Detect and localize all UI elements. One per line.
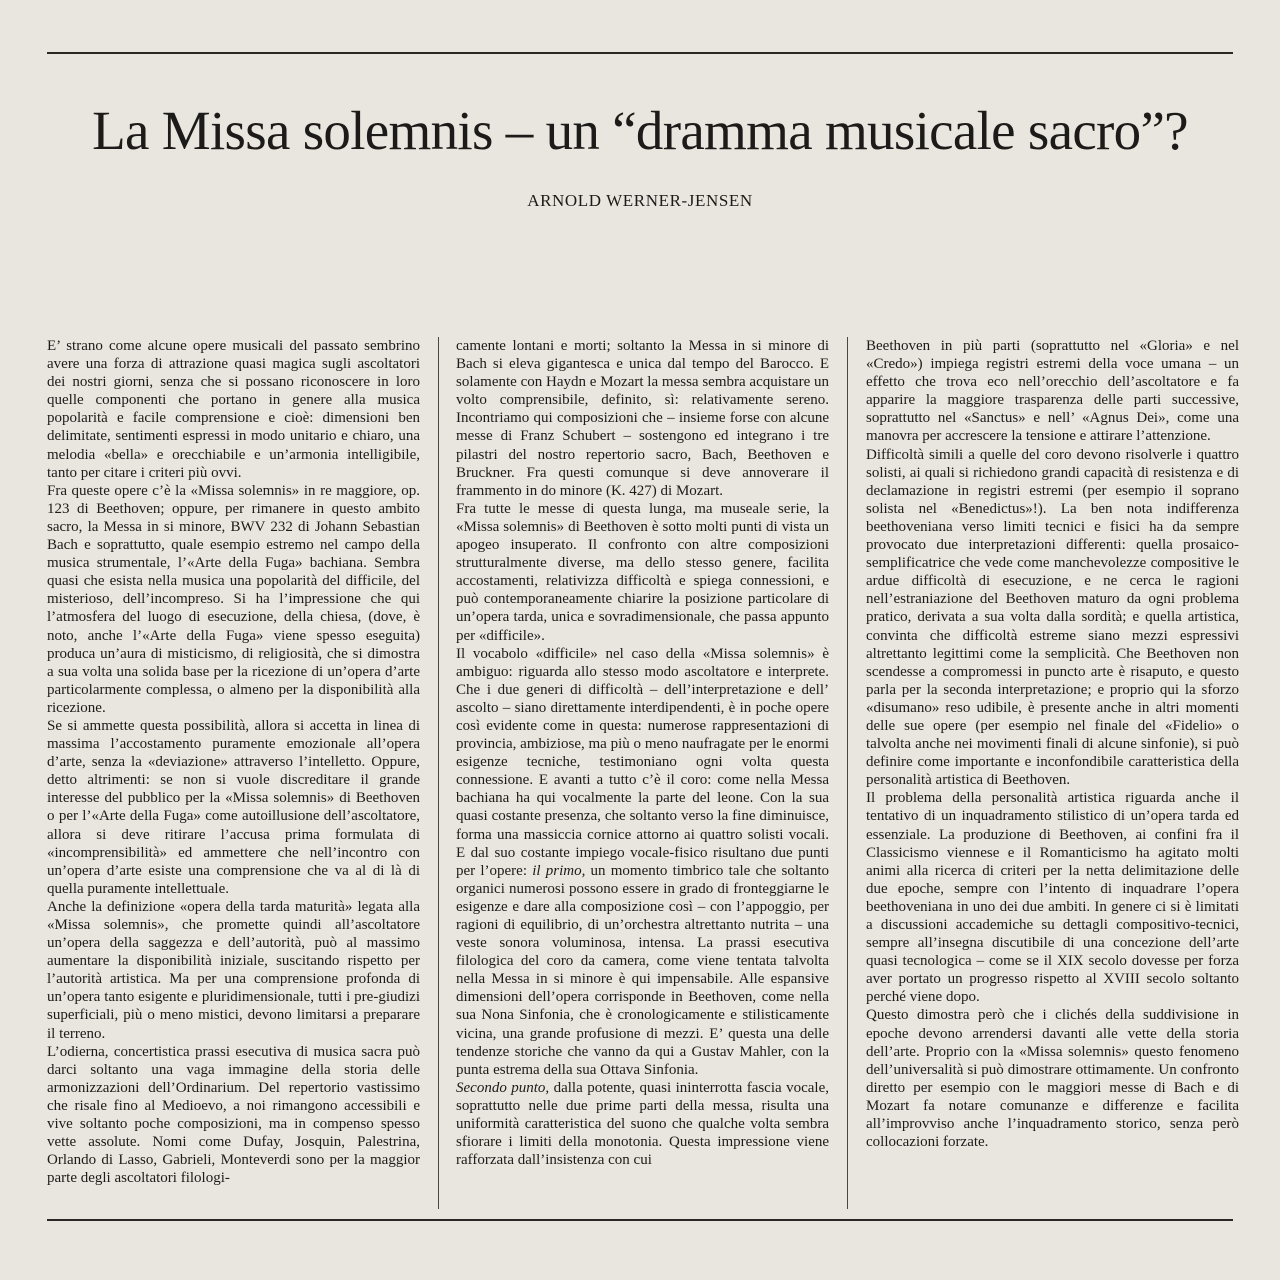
emphasis-text: il primo, [532,862,586,879]
paragraph-text: Il vocabolo «difficile» nel caso della «Missa solemnis» è ambiguo: riguarda allo stesso modo ascoltatore e interprete. Che i due generi di difficoltà – dell’interpretazione e dell’ ascolto – siano direttamente interdipendenti, è in poche opere così evidente come in questa: numerose rappresentazioni di provincia, ambiziose, ma più o meno naufragate per le enormi esigenze tecniche, testimoniano ogni volta questa connessione. E avanti a tutto c’è il coro: come nella Messa bachiana ha qui vocalmente la parte del leone. Con la sua quasi costante presenza, che soltanto verso la fine diminuisce, forma una massiccia cornice attorno ai quattro solisti vocali. E dal suo costante impiego vocale-fisico risultano due punti per l’opere: [456,645,829,879]
paragraph-text: un momento timbrico tale che soltanto organici numerosi possono essere in grado di fronteggiarne le esigenze e dare alla composizione così – con l’appoggio, per ragioni di equilibrio, di un’orchestra altrettanto nutrita – una veste sonora voluminosa, intensa. La prassi esecutiva filologica del coro da camera, come viene tentata talvolta nella Messa in si minore è qui impensabile. Alle espansive dimensioni dell’opera corrisponde in Beethoven, come nella sua Nona Sinfonia, che è cronologicamente e stilisticamente vicina, una grande profusione di mezzi. E’ questa una delle tendenze storiche che vanno da qui a Gustav Mahler, con la punta estrema della sua Ottava Sinfonia. [456,862,829,1078]
paragraph [456,645,829,1079]
paragraph: L’odierna, concertistica prassi esecutiva di musica sacra può darci soltanto una vaga immagine della storia delle armonizzazioni dell’Ordinarium. Del repertorio vastissimo che risale fino al Medioevo, a noi rimangono accessibili e vive soltanto poche composizioni, ma in compenso spesso vette assolute. Nomi come Dufay, Josquin, Palestrina, Orlando di Lasso, Gabrieli, Monteverdi sono per la maggior parte degli ascoltatori filologi- [47,1043,420,1187]
column-divider [438,337,439,1209]
paragraph: Questo dimostra però che i clichés della suddivisione in epoche devono arrendersi davanti alle vette della storia dell’arte. Proprio con la «Missa solemnis» questo fenomeno dell’universalità si può dimostrare ottimamente. Un confronto diretto per esempio con le maggiori messe di Bach e di Mozart fa notare comunanze e differenze e facilita all’improvviso anche l’inquadramento storico, senza però collocazioni forzate. [866,1007,1239,1151]
text-column-3 [866,337,1239,1207]
paragraph [456,1079,829,1169]
bottom-rule [47,1219,1233,1221]
paragraph: Difficoltà simili a quelle del coro devono risolverle i quattro solisti, ai quali si richiedono grandi capacità di resistenza e di declamazione in registri estremi (per esempio il soprano solista nel «Benedictus»!). La ben nota indifferenza beethoveniana verso limiti tecnici e fisici ha da sempre provocato due interpretazioni differenti: quella prosaico-semplificatrice che vede come manchevolezze compositive le ardue difficoltà di esecuzione, e ne cerca le ragioni nell’estraniazione del Beethoven maturo da ogni problema pratico, derivata a sua volta dalla sordità; e quella artistica, convinta che difficoltà estreme siano mezzi espressivi altrettanto legittimi come la semplicità. Che Beethoven non scendesse a compromessi in puncto arte è risaputo, e questo parla per la seconda interpretazione; e proprio qui la sforzo «disumano» reso udibile, è presente anche in altri momenti delle sue opere (per esempio nel finale del «Fidelio» o talvolta anche nei movimenti finali di alcune sinfonie), si può definire come importante e inconfondibile caratteristica della personalità artistica di Beethoven. [866,446,1239,789]
paragraph: Anche la definizione «opera della tarda maturità» legata alla «Missa solemnis», che promette quindi all’ascoltatore un’opera della saggezza e dell’autorità, può al massimo aumentare la disponibilità iniziale, suscitando rispetto per l’autorità artistica. Ma per una comprensione profonda di un’opera tanto esigente e pluridimensionale, tutti i pre-giudizi superficiali, più o meno mistici, devono limitarsi a preparare il terreno. [47,898,420,1042]
paragraph: Se si ammette questa possibilità, allora si accetta in linea di massima l’accostamento puramente emozionale all’opera d’arte, senza la «deviazione» attraverso l’intelletto. Oppure, detto altrimenti: se non si vuole discreditare il grande interesse del pubblico per la «Missa solemnis» di Beethoven o per l’«Arte della Fuga» come autoillusione dell’ascoltatore, allora si deve ritirare l’accusa prima formulata di «incomprensibilità» ed ammettere che nell’incontro con un’opera d’arte esiste una comprensione che va al di là di quella puramente intellettuale. [47,717,420,897]
paragraph: Beethoven in più parti (soprattutto nel «Gloria» e nel «Credo») impiega registri estremi della voce umana – un effetto che trova eco nell’orecchio dell’ascoltatore e fa apparire la maggiore trasparenza delle parti successive, soprattutto nel «Sanctus» e nell’ «Agnus Dei», come una manovra per accrescere la tensione e attirare l’attenzione. [866,338,1239,445]
top-rule [47,52,1233,54]
column-divider [847,337,848,1209]
text-column-1 [47,337,420,1207]
text-column-2 [456,337,829,1207]
paragraph: Fra tutte le messe di questa lunga, ma museale serie, la «Missa solemnis» di Beethoven è sotto molti punti di vista un apogeo insuperato. Il confronto con altre composizioni strutturalmente diverse, ma dello stesso genere, facilita accostamenti, relativizza difficoltà e spiega connessioni, e può contemporaneamente chiarire la posizione particolare di un’opera tarda, unica e sovradimensionale, che passa appunto per «difficile». [456,500,829,644]
paragraph: camente lontani e morti; soltanto la Messa in si minore di Bach si eleva gigantesca e unica dal tempo del Barocco. E solamente con Haydn e Mozart la messa sembra acquistare un volto comprensibile, definito, sì: relativamente sereno. Incontriamo qui composizioni che – insieme forse con alcune messe di Franz Schubert – sostengono ed integrano i tre pilastri del nostro repertorio sacro, Bach, Beethoven e Bruckner. Fra questi comunque si deve annoverare il frammento in do minore (K. 427) di Mozart. [456,338,829,499]
emphasis-text: Secondo punto, [456,1079,550,1096]
paragraph: Fra queste opere c’è la «Missa solemnis» in re maggiore, op. 123 di Beethoven; oppure, per rimanere in questo ambito sacro, la Messa in si minore, BWV 232 di Johann Sebastian Bach e soprattutto, quale esempio estremo nel campo della musica strumentale, l’«Arte della Fuga» bachiana. Sembra quasi che esista nella musica una popolarità del difficile, del misterioso, dell’incompreso. Si ha l’impressione che qui l’atmosfera del luogo di esecuzione, della chiesa, (dove, è noto, anche l’«Arte della Fuga» viene spesso eseguita) produca un’aura di misticismo, di religiosità, che si dimostra a sua volta una solida base per la ricezione di un’opera d’arte particolarmente complessa, o almeno per la disponibilità alla ricezione. [47,482,420,716]
article-title: La Missa solemnis – un “dramma musicale sacro”? [92,100,1188,161]
paragraph: E’ strano come alcune opere musicali del passato sembrino avere una forza di attrazione quasi magica sugli ascoltatori dei nostri giorni, senza che si possano riconoscere in loro quelle componenti che portano in genere alla musica popolarità e facile comprensione e cioè: dimensioni ben delimitate, sentimenti espressi in modo unitario e chiaro, una melodia «bella» e orecchiabile e un’armonia intelligibile, tanto per citare i criteri più ovvi. [47,338,420,481]
article-author: ARNOLD WERNER-JENSEN [527,191,753,210]
paragraph: Il problema della personalità artistica riguarda anche il tentativo di un inquadramento stilistico di un’opera tarda ed essenziale. La produzione di Beethoven, ai confini fra il Classicismo viennese e il Romanticismo ha agitato molti animi alla ricerca di criteri per la netta delimitazione delle due epoche, sempre con l’intento di inquadrare l’opera beethoveniana in uno dei due ambiti. In genere ci si è limitati a discussioni accademiche su dettagli compositivo-tecnici, sempre all’insegna discutibile di una concezione dell’arte quasi tecnologica – come se il XIX secolo dovesse per forza aver portato un progresso rispetto al XVIII secolo soltanto perché viene dopo. [866,790,1239,1006]
paragraph-text: dalla potente, quasi ininterrotta fascia vocale, soprattutto nelle due prime parti della messa, risulta una uniformità caratteristica del suono che qualche volta sembra sfiorare i limiti della monotonia. Questa impressione viene rafforzata dall’insistenza con cui [456,1079,829,1169]
